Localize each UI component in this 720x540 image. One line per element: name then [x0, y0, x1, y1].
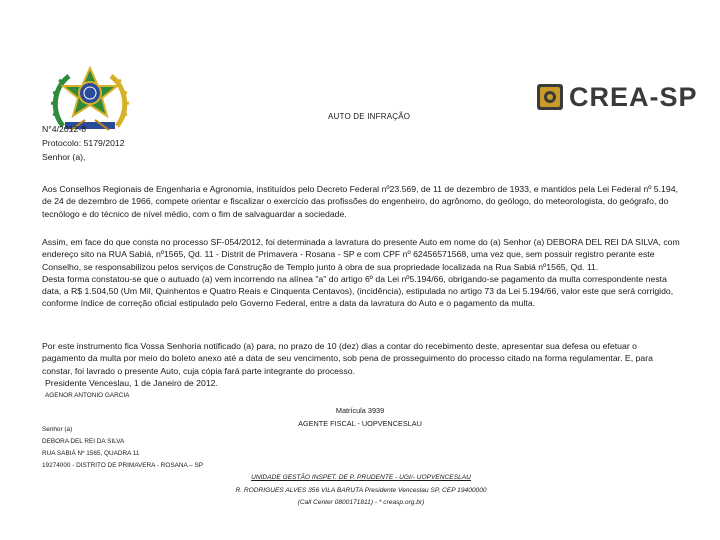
footer-unit: UNIDADE GESTÃO INSPET. DE P. PRUDENTE - UGI/- UOPVENCESLAU — [251, 474, 471, 481]
logo-text: CREA-SP — [569, 81, 698, 112]
footer-block — [186, 472, 536, 510]
recipient-city: 19274000 - DISTRITO DE PRIMAVERA - ROSANA – SP — [42, 462, 204, 469]
agent-role: AGENTE FISCAL - UOPVENCESLAU — [298, 419, 422, 428]
agent-name: AGENOR ANTONIO GARCIA — [45, 392, 130, 399]
protocol-number: Protocolo: 5179/2012 — [42, 138, 125, 148]
reference-block — [42, 122, 125, 164]
recipient-block — [42, 424, 203, 472]
agent-matricula: Matrícula 3939 — [335, 406, 385, 415]
paragraph-notification-text: Por este instrumento fica Vossa Senhoria notificado (a) para, no prazo de 10 (dez) dias a contar do recebimento deste, apresentar sua defesa ou efetuar o pagamento da multa por meio do boleto anexo até a data de seu vencimento, sob pena de prosseguimento do processo citado na forma regulamentar. E, para constar, foi lavrado o presente Auto, cuja cópia fará parte integrante do processo. — [42, 341, 653, 376]
crea-emblem-icon — [536, 83, 564, 111]
recipient-salutation: Senhor (a) — [42, 426, 73, 433]
recipient-address: RUA SABIÁ Nº 1565, QUADRA 11 — [42, 450, 140, 457]
document-title: AUTO DE INFRAÇÃO — [328, 112, 411, 121]
seal-wreath-right — [111, 76, 129, 126]
seal-wreath-left — [51, 76, 69, 126]
paragraph-findings-a: Assim, em face do que consta no processo SF-054/2012, foi determinada a lavratura do presente Auto em nome do (a) Senhor (a) DEBORA DEL REI DA SILVA, com endereço sito na RUA Sabiá, nº1565, Qd. 11 - Distrit de Primavera - Rosana - SP e com CPF nº 62456571568, uma vez que, sem possuir registro perante este Conselho, se responsabilizou pelos serviços de Construção de Templo junto à obra de sua propriedade localizada na Rua Sabiá nº1565, Qd. 11. — [42, 237, 680, 272]
auto-number: N°4/2012-8 — [42, 124, 87, 134]
salutation: Senhor (a), — [42, 152, 86, 162]
paragraph-notification — [42, 340, 682, 389]
place-date: Presidente Venceslau, 1 de Janeiro de 2012. — [45, 377, 218, 388]
crea-sp-logo — [536, 80, 708, 114]
recipient-name: DEBORA DEL REI DA SILVA — [42, 438, 125, 445]
footer-address: R. RODRIGUES ALVES 356 VILA BARUTA Presidente Venceslau SP, CEP 19400000 — [235, 486, 487, 494]
paragraph-findings-b: Desta forma constatou-se que o autuado (a) vem incorrendo na alínea "a" do artigo 6º da Lei nº5.194/66, obrigando-se pagamento da multa correspondente nesta data, a R$ 1.504,50 (Um Mil, Quinhentos e Quatro Reais e Cinquenta Centavos), (incidência), estipulada no artigo 73 da Lei 5.194/66, valor este que será corrigido, conforme índice de correção oficial estipulado pelo Governo Federal, entre a data da lavratura do Auto e o pagamento da multa. — [42, 273, 674, 309]
seal-star — [63, 68, 117, 116]
paragraph-findings — [42, 236, 682, 310]
signature-block — [240, 404, 480, 430]
paragraph-intro: Aos Conselhos Regionais de Engenharia e Agronomia, instituídos pelo Decreto Federal nº23.569, de 11 de dezembro de 1933, e mantidos pela Lei Federal nº 5.194, de 24 de dezembro de 1966, compete orientar e fiscalizar o exercício das profissões do engenheiro, do agrônomo, do geólogo, do meteorologista, do geógrafo, do tecnólogo e do técnico de nível médio, com o fim de salvaguardar a sociedade. — [42, 184, 678, 219]
footer-contact: (Call Center 0800171811) - * creasp.org.br) — [297, 499, 425, 506]
